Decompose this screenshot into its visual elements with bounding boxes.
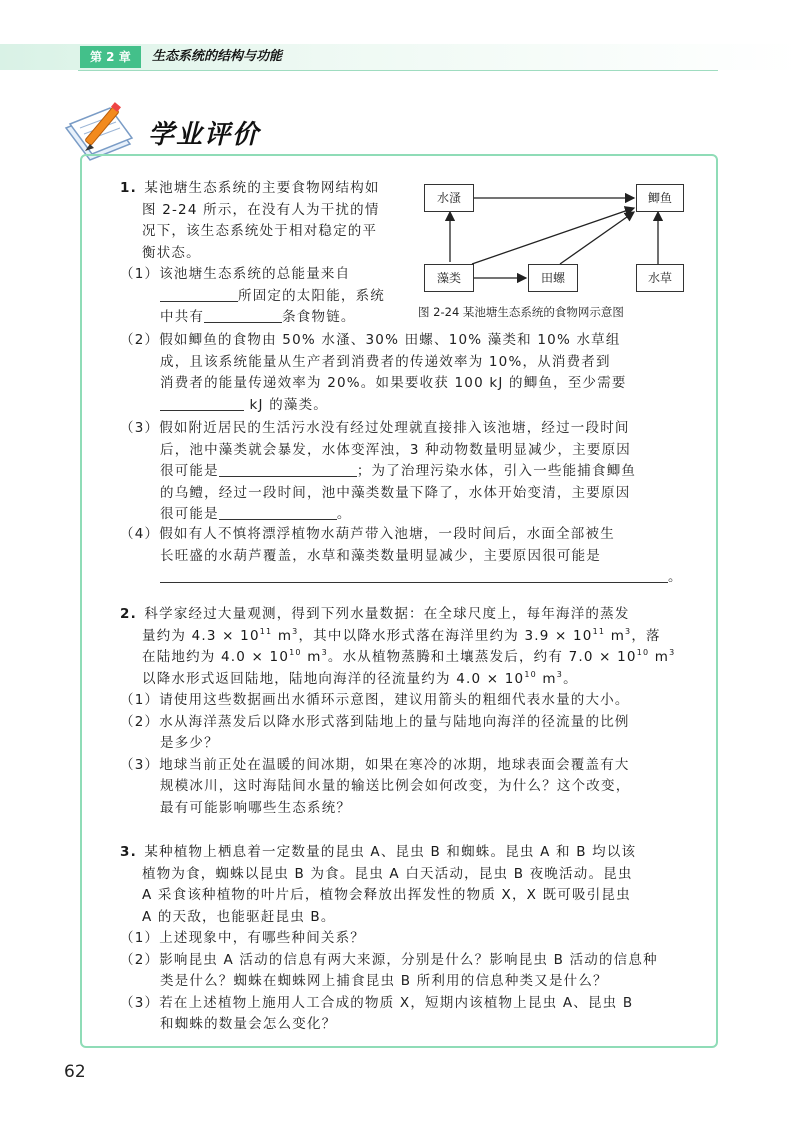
exponent: 3 (669, 648, 676, 657)
q3-p2-text: 影响昆虫 A 活动的信息有两大来源，分别是什么？影响昆虫 B 活动的信息种 (159, 951, 658, 968)
question-1-stem (120, 178, 380, 264)
q2-stem-text: 。水从植物蒸腾和土壤蒸发后，约有 7.0 × 10 (327, 649, 637, 665)
q3-stem-line: 植物为食，蜘蛛以昆虫 B 为食。昆虫 A 白天活动，昆虫 B 夜晚活动。昆虫 (142, 865, 633, 882)
q2-stem-text: m (649, 649, 670, 665)
q2-stem-text: 在陆地约为 4.0 × 10 (142, 649, 290, 665)
node-zaolei: 藻类 (424, 264, 474, 292)
q1-p1-text: 条食物链。 (282, 309, 356, 325)
question-3-stem (120, 842, 636, 928)
q1-p3-text: 。 (336, 506, 352, 522)
q3-stem-line: A 的天敌，也能驱赶昆虫 B。 (142, 908, 336, 925)
figure-caption: 图 2-24 某池塘生态系统的食物网示意图 (418, 305, 624, 319)
part-label: （4） (120, 526, 160, 542)
q3-parts (120, 928, 658, 1036)
part-label: （3） (120, 994, 160, 1011)
q2-p3-text: 规模冰川，这时海陆间水量的输送比例会如何改变，为什么？这个改变， (160, 778, 631, 794)
header-divider (78, 70, 718, 71)
q2-stem-line: 科学家经过大量观测，得到下列水量数据：在全球尺度上，每年海洋的蒸发 (144, 606, 630, 622)
q1-p4-text: 。 (668, 569, 683, 585)
q1-p3-text: 后，池中藻类就会暴发，水体变浑浊，3 种动物数量明显减少，主要原因 (160, 441, 631, 458)
node-shuicao: 水草 (636, 264, 684, 292)
q2-stem-text: m (272, 627, 293, 644)
q1-p3-text: 很可能是 (160, 506, 219, 522)
q2-p3-text: 最有可能影响哪些生态系统？ (160, 799, 352, 816)
q2-stem-text: m (301, 649, 322, 665)
q1-p2-text: 成，且该系统能量从生产者到消费者的传递效率为 10%，从消费者到 (160, 353, 611, 370)
exponent: 11 (259, 626, 273, 636)
q1-stem-line: 况下，该生态系统处于相对稳定的平 (142, 223, 378, 239)
answer-blank[interactable] (204, 308, 282, 323)
q3-p3-text: 若在上述植物上施用人工合成的物质 X，短期内该植物上昆虫 A、昆虫 B (159, 994, 634, 1011)
q2-stem-text: 以降水形式返回陆地，陆地向海洋的径流量约为 4.0 × 10 (142, 670, 525, 687)
answer-blank[interactable] (160, 396, 244, 411)
food-web-diagram (418, 170, 688, 300)
q1-stem-line: 某池塘生态系统的主要食物网结构如 (144, 180, 380, 196)
q1-p2-text: 假如鲫鱼的食物由 50% 水溞、30% 田螺、10% 藻类和 10% 水草组 (159, 332, 621, 348)
q1-p1-text: 中共有 (160, 309, 205, 325)
q1-p2-text: kJ 的藻类。 (249, 396, 328, 413)
question-2-number: 2. (120, 606, 137, 622)
q1-p4-text: 长旺盛的水葫芦覆盖，水草和藻类数量明显减少，主要原因很可能是 (160, 547, 601, 564)
part-label: （3） (120, 756, 160, 773)
question-2-stem (120, 604, 675, 690)
part-label: （2） (120, 951, 160, 968)
part-label: （1） (120, 692, 160, 708)
exponent: 3 (556, 669, 564, 679)
q2-stem-text: ，落 (631, 627, 661, 644)
q1-p2-text: 消费者的能量传递效率为 20%。如果要收获 100 kJ 的鲫鱼，至少需要 (160, 375, 627, 391)
part-label: （3） (120, 420, 160, 436)
answer-blank[interactable] (160, 568, 668, 583)
answer-blank[interactable] (219, 505, 337, 520)
exponent: 3 (625, 626, 632, 636)
node-jiyu: 鲫鱼 (636, 184, 684, 212)
answer-blank[interactable] (160, 287, 238, 302)
q3-p3-text: 和蜘蛛的数量会怎么变化？ (160, 1016, 337, 1032)
part-label: （2） (120, 713, 160, 730)
part-label: （2） (120, 332, 160, 348)
q1-part-3 (120, 418, 636, 526)
exponent: 10 (636, 648, 650, 657)
question-1-number: 1. (120, 180, 137, 196)
q3-stem-line: A 采食该种植物的叶片后，植物会释放出挥发性的物质 X，X 既可吸引昆虫 (142, 887, 631, 903)
question-3-number: 3. (120, 844, 137, 860)
q1-stem-line: 衡状态。 (142, 244, 201, 261)
q2-p1-text: 请使用这些数据画出水循环示意图，建议用箭头的粗细代表水量的大小。 (159, 692, 630, 708)
part-label: （1） (120, 266, 160, 282)
q1-p3-text: 的乌鳢，经过一段时间，池中藻类数量下降了，水体开始变清，主要原因 (160, 484, 631, 501)
exponent: 11 (592, 626, 606, 636)
chapter-tag: 第 2 章 (80, 46, 141, 68)
q3-p2-text: 类是什么？蜘蛛在蜘蛛网上捕食昆虫 B 所利用的信息种类又是什么？ (160, 973, 608, 989)
q2-stem-text: m (605, 627, 626, 644)
q1-part-2 (120, 330, 627, 416)
answer-blank[interactable] (219, 462, 357, 477)
q1-p3-text: 假如附近居民的生活污水没有经过处理就直接排入该池塘，经过一段时间 (159, 420, 630, 436)
q1-p1-text: 该池塘生态系统的总能量来自 (159, 266, 351, 282)
q3-p1-text: 上述现象中，有哪些种间关系？ (159, 930, 366, 946)
notebook-pencil-icon (60, 98, 152, 162)
q2-p2-text: 是多少？ (160, 735, 219, 751)
q1-p3-text: ；为了治理污染水体，引入一些能捕食鲫鱼 (356, 463, 637, 479)
page-number: 62 (64, 1062, 86, 1082)
exponent: 10 (524, 669, 537, 679)
q2-stem-text: m (536, 670, 557, 687)
q2-stem-text: 。 (563, 670, 578, 687)
exponent: 10 (289, 648, 302, 657)
chapter-title: 生态系统的结构与功能 (152, 49, 283, 64)
q2-stem-text: 量约为 4.3 × 10 (142, 627, 260, 644)
q2-p3-text: 地球当前正处在温暖的间冰期，如果在寒冷的冰期，地球表面会覆盖有大 (159, 756, 630, 773)
section-title: 学业评价 (148, 120, 261, 150)
node-tianluo: 田螺 (528, 264, 578, 292)
q1-p4-text: 假如有人不慎将漂浮植物水葫芦带入池塘，一段时间后，水面全部被生 (159, 526, 615, 542)
q1-p1-text: 所固定的太阳能，系统 (238, 287, 385, 304)
q1-part-4 (120, 524, 683, 589)
exponent: 3 (292, 626, 299, 636)
exponent: 3 (321, 648, 328, 657)
q1-stem-line: 图 2-24 所示，在没有人为干扰的情 (142, 201, 380, 218)
part-label: （1） (120, 930, 160, 946)
q3-stem-line: 某种植物上栖息着一定数量的昆虫 A、昆虫 B 和蜘蛛。昆虫 A 和 B 均以该 (144, 844, 637, 860)
q2-p2-text: 水从海洋蒸发后以降水形式落到陆地上的量与陆地向海洋的径流量的比例 (159, 713, 630, 730)
node-shuimian: 水溞 (424, 184, 474, 212)
q1-part-1 (120, 264, 385, 329)
q1-p3-text: 很可能是 (160, 463, 219, 479)
q2-stem-text: ，其中以降水形式落在海洋里约为 3.9 × 10 (298, 627, 593, 644)
q2-parts (120, 690, 630, 819)
